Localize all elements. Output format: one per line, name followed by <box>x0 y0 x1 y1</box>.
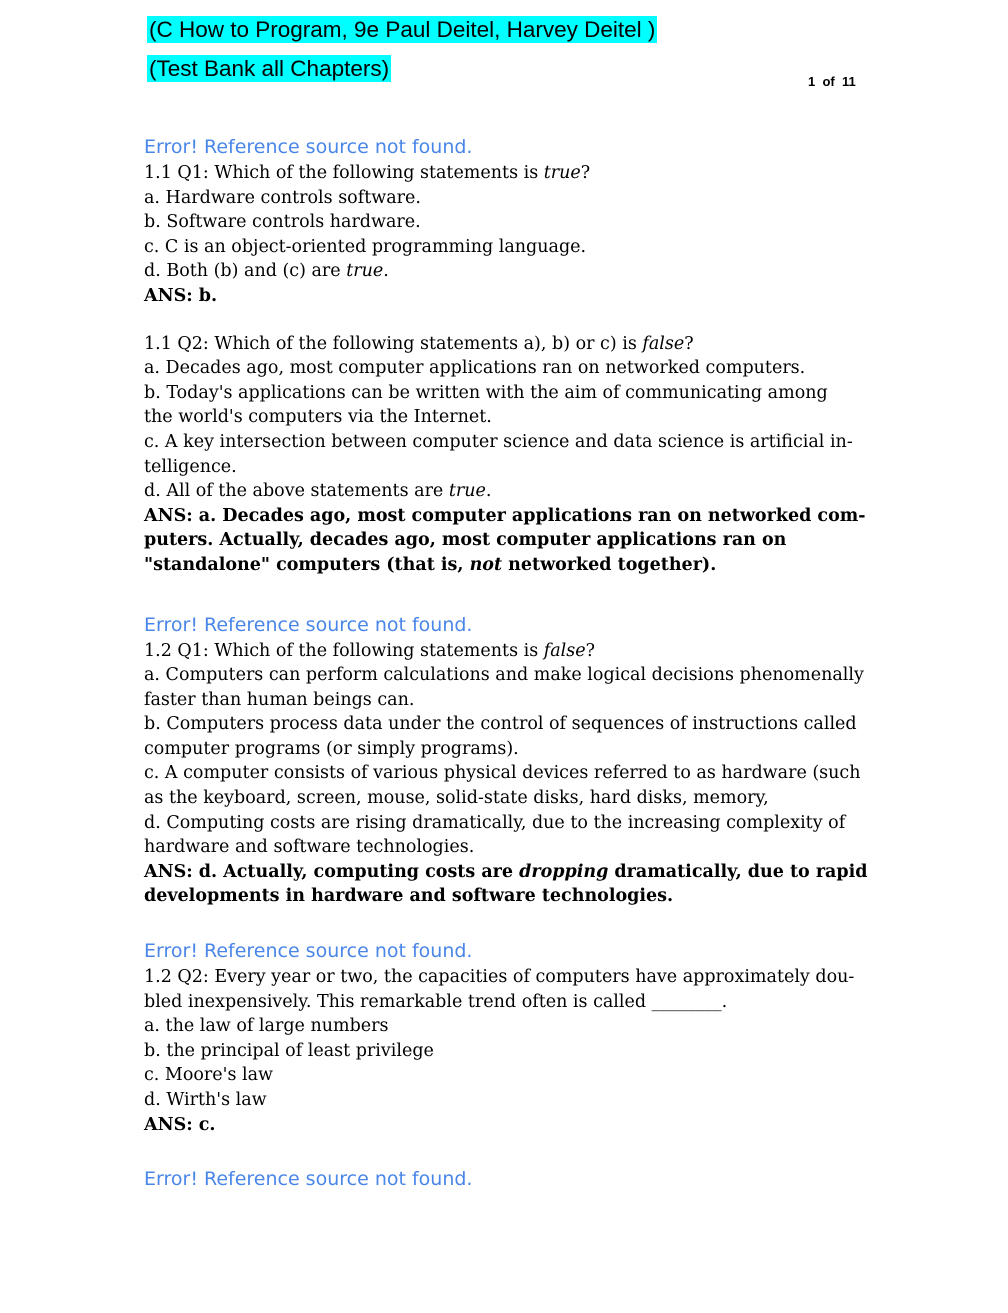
question-line <box>144 1063 866 1088</box>
question-line-text: b. Computers process data under the control of sequences of instructions called <box>144 714 857 735</box>
question-line-text: d. All of the above statements are <box>144 481 449 502</box>
question-block <box>144 161 866 309</box>
answer-line-tail: dramatically, due to rapid <box>608 861 868 882</box>
answer-line-text: "standalone" computers (that is, <box>144 554 470 575</box>
question-line-text: computer programs (or simply programs). <box>144 738 519 759</box>
answer-line <box>144 1113 866 1138</box>
section-heading: Error! Reference source not found. <box>144 136 473 158</box>
question-line-text: c. C is an object-oriented programming language. <box>144 236 587 257</box>
question-line <box>144 381 866 406</box>
answer-line-text: ANS: a. Decades ago, most computer applications ran on networked com- <box>144 505 866 526</box>
question-stem-emphasis: false <box>642 333 685 354</box>
question-line <box>144 990 866 1015</box>
question-line <box>144 835 866 860</box>
question-stem <box>144 965 866 990</box>
question-stem-text: 1.2 Q1: Which of the following statements is <box>144 640 544 661</box>
question-line-text: b. the principal of least privilege <box>144 1040 434 1061</box>
question-stem-text: 1.2 Q2: Every year or two, the capacities of computers have approximately dou- <box>144 967 855 988</box>
question-line <box>144 235 866 260</box>
page-indicator: 1 of 11 <box>808 74 856 89</box>
question-stem-tail: ? <box>585 640 595 661</box>
answer-line <box>144 553 866 578</box>
answer-line-tail: networked together). <box>502 554 717 575</box>
question-line <box>144 761 866 786</box>
question-line <box>144 663 866 688</box>
question-line <box>144 786 866 811</box>
question-line-text: telligence. <box>144 456 237 477</box>
answer-line-text: ANS: c. <box>144 1114 216 1135</box>
answer-line-emphasis: dropping <box>519 861 609 882</box>
question-stem-text: 1.1 Q1: Which of the following statements is <box>144 163 544 183</box>
question-line <box>144 479 866 504</box>
question-line <box>144 1039 866 1064</box>
answer-line-emphasis: not <box>469 554 503 575</box>
question-stem-emphasis: true <box>543 163 581 183</box>
question-line-text: c. A key intersection between computer science and data science is artificial in- <box>144 431 853 452</box>
question-line <box>144 259 866 284</box>
question-stem-tail: ? <box>684 333 694 354</box>
question-line-tail: . <box>383 261 389 282</box>
section-heading: Error! Reference source not found. <box>144 613 473 636</box>
question-line <box>144 356 866 381</box>
document-title-line-1: (C How to Program, 9e Paul Deitel, Harvey Deitel ) <box>149 17 656 42</box>
answer-line <box>144 884 866 909</box>
question-line-emphasis: true <box>346 261 384 282</box>
question-line-text: the world's computers via the Internet. <box>144 407 492 428</box>
question-line-text: a. Hardware controls software. <box>144 187 421 208</box>
question-line <box>144 455 866 480</box>
question-line <box>144 1014 866 1039</box>
section-heading: Error! Reference source not found. <box>144 1168 473 1191</box>
question-stem-emphasis: false <box>543 640 586 661</box>
question-line-text: d. Wirth's law <box>144 1090 267 1110</box>
question-block <box>144 639 866 910</box>
question-line <box>144 737 866 762</box>
question-line-text: hardware and software technologies. <box>144 837 475 858</box>
answer-line <box>144 284 866 309</box>
question-line <box>144 430 866 455</box>
answer-line <box>144 504 866 529</box>
answer-line-text: developments in hardware and software technologies. <box>144 886 674 907</box>
question-line-text: as the keyboard, screen, mouse, solid-state disks, hard disks, memory, <box>144 788 769 809</box>
question-line-text: a. Computers can perform calculations and make logical decisions phenomenally <box>144 665 864 686</box>
question-line-text: b. Today's applications can be written with the aim of communicating among <box>144 382 828 403</box>
question-line-tail: . <box>485 481 492 502</box>
document-title-line-2: (Test Bank all Chapters) <box>149 56 390 81</box>
question-line-text: a. Decades ago, most computer applications ran on networked computers. <box>144 358 806 379</box>
question-line-emphasis: true <box>448 481 486 502</box>
question-block <box>144 332 866 578</box>
question-line-text: c. Moore's law <box>144 1065 274 1086</box>
question-line <box>144 1088 866 1113</box>
question-stem <box>144 639 866 664</box>
question-stem <box>144 332 866 357</box>
question-line <box>144 712 866 737</box>
question-line <box>144 186 866 211</box>
question-stem <box>144 161 866 186</box>
question-line <box>144 405 866 430</box>
answer-line-text: ANS: d. Actually, computing costs are <box>144 861 520 882</box>
answer-line-text: ANS: b. <box>144 285 218 306</box>
question-line-text: b. Software controls hardware. <box>144 212 421 233</box>
question-stem-tail: ? <box>580 163 591 183</box>
question-line-text: faster than human beings can. <box>144 689 415 710</box>
question-line-text: d. Computing costs are rising dramatically, due to the increasing complexity of <box>144 812 846 833</box>
answer-line <box>144 528 866 553</box>
question-line <box>144 811 866 836</box>
question-line <box>144 210 866 235</box>
question-line-text: bled inexpensively. This remarkable trend often is called ________. <box>144 991 728 1012</box>
question-line-text: c. A computer consists of various physical devices referred to as hardware (such <box>144 763 861 784</box>
question-line <box>144 688 866 713</box>
question-line-text: d. Both (b) and (c) are <box>144 261 347 282</box>
document-body <box>144 133 866 1193</box>
answer-line <box>144 860 866 885</box>
answer-line-text: puters. Actually, decades ago, most computer applications ran on <box>144 530 787 551</box>
question-block <box>144 965 866 1137</box>
question-line-text: a. the law of large numbers <box>144 1016 389 1037</box>
question-stem-text: 1.1 Q2: Which of the following statements a), b) or c) is <box>144 333 643 354</box>
section-heading: Error! Reference source not found. <box>144 940 473 963</box>
